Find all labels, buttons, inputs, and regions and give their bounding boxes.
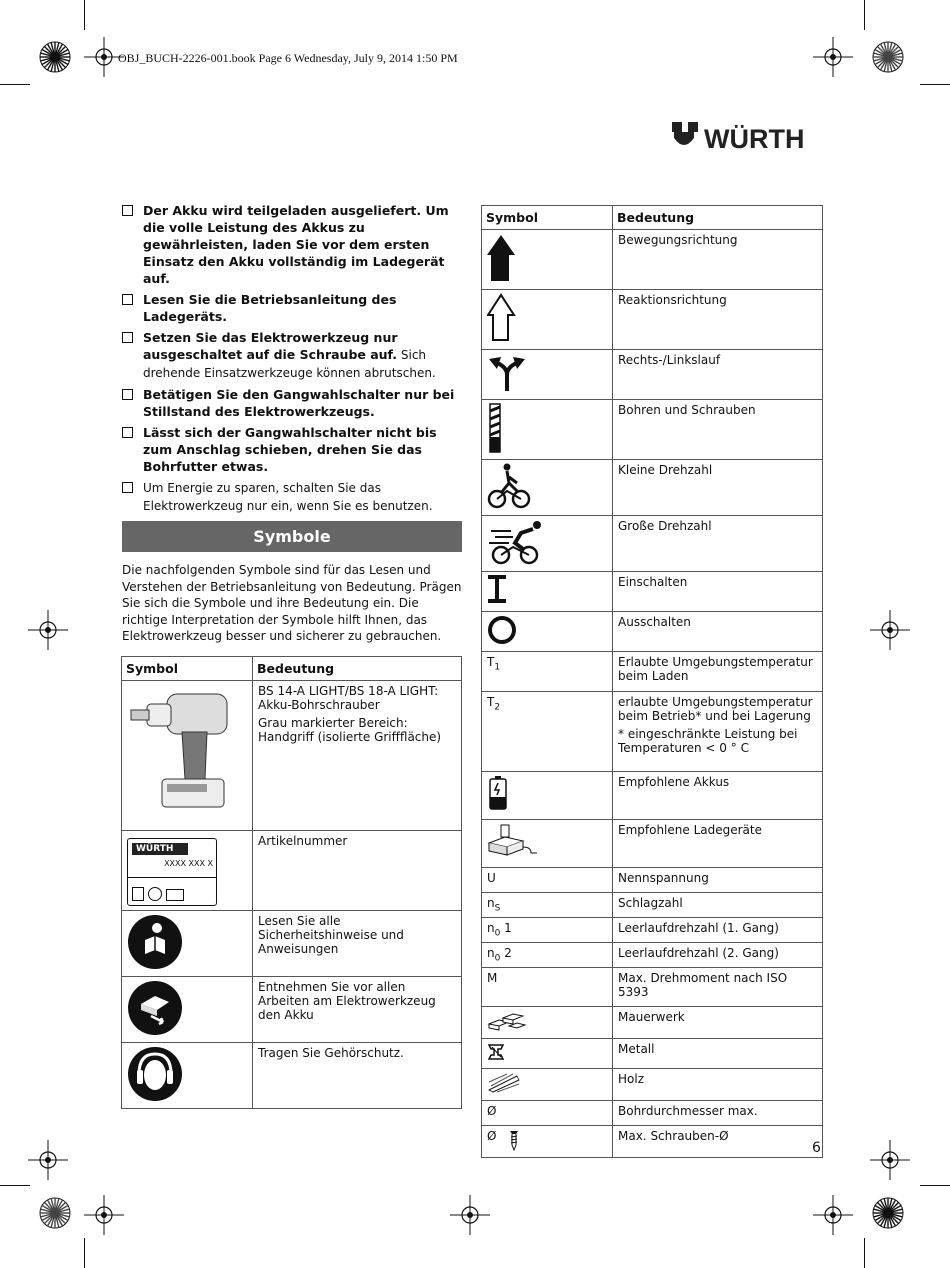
column-header: Bedeutung [253, 657, 462, 681]
symbol-cell [122, 1043, 253, 1109]
table-row [122, 977, 462, 1043]
meaning-text: Mauerwerk [618, 1010, 685, 1024]
table-row [122, 681, 462, 831]
meaning-cell [253, 831, 462, 911]
label-plate-icon [127, 838, 217, 906]
meaning-cell [613, 893, 823, 918]
crop-line [920, 84, 950, 85]
checkbox-square-icon [122, 427, 133, 438]
table-row [122, 1043, 462, 1109]
meaning-cell [613, 460, 823, 516]
symbol-text: T [487, 655, 495, 669]
table-row [482, 516, 823, 572]
meaning-text: Max. Schrauben-Ø [618, 1129, 729, 1143]
bullet-item [122, 479, 462, 515]
checkbox-square-icon [122, 389, 133, 400]
meaning-text: Ausschalten [618, 615, 691, 629]
meaning-text: Bewegungsrichtung [618, 233, 738, 247]
registration-star-icon [38, 1196, 72, 1230]
table-row [482, 400, 823, 460]
symbol-cell [482, 350, 613, 400]
table-row [482, 1069, 823, 1101]
symbol-text: U [487, 871, 496, 885]
wood-icon [487, 1072, 521, 1097]
table-row [482, 772, 823, 820]
bullet-list [122, 202, 462, 519]
symbol-cell [482, 1126, 613, 1158]
table-row [482, 1007, 823, 1039]
column-header: Symbol [122, 657, 253, 681]
ear-protection-icon [127, 1046, 183, 1102]
symbol-table-right [481, 205, 823, 1158]
bullet-item [122, 424, 462, 475]
meaning-cell [613, 230, 823, 290]
meaning-text: Tragen Sie Gehörschutz. [258, 1046, 404, 1060]
symbol-cell [482, 572, 613, 612]
slow-bike-icon [487, 463, 531, 512]
table-row [482, 918, 823, 943]
crosshair-mark-icon [450, 1195, 490, 1235]
symbol-cell [482, 820, 613, 868]
table-row [482, 943, 823, 968]
arrow-filled-icon [487, 233, 517, 286]
symbol-cell [482, 1069, 613, 1101]
meaning-text: * eingeschränkte Leistung bei Temperaturen < 0 ° C [618, 727, 798, 755]
symbol-cell [482, 652, 613, 692]
symbol-suffix: 2 [500, 946, 512, 960]
symbol-text: M [487, 971, 498, 985]
meaning-text: Holz [618, 1072, 644, 1086]
meaning-cell [613, 868, 823, 893]
fast-bike-icon [487, 519, 543, 568]
symbol-cell [482, 868, 613, 893]
checkbox-square-icon [122, 294, 133, 305]
crosshair-mark-icon [28, 610, 68, 650]
bullet-item [122, 329, 462, 382]
bullet-bold-text: Lesen Sie die Betriebsanleitung des Ladegeräts. [143, 292, 397, 324]
meaning-cell [613, 1101, 823, 1126]
table-row [122, 911, 462, 977]
section-title: Symbole [122, 521, 462, 552]
meaning-cell [613, 918, 823, 943]
checkbox-square-icon [122, 332, 133, 343]
symbol-cell [482, 400, 613, 460]
crop-line [0, 1185, 30, 1186]
battery-icon [487, 775, 509, 814]
registration-star-icon [871, 1196, 905, 1230]
meaning-cell [613, 820, 823, 868]
fork-arrow-icon [487, 353, 527, 396]
table-row [482, 692, 823, 772]
logo-text: WÜRTH [704, 124, 805, 154]
symbol-cell [482, 918, 613, 943]
crop-line [864, 0, 865, 30]
read-manual-icon [127, 914, 183, 970]
table-row [482, 968, 823, 1007]
symbol-cell [122, 977, 253, 1043]
table-row [482, 868, 823, 893]
symbol-subscript: 0 [494, 953, 501, 964]
symbol-cell [482, 893, 613, 918]
table-row [482, 1039, 823, 1069]
symbol-cell [482, 460, 613, 516]
symbol-table-left [121, 656, 462, 1109]
screw-icon [508, 1129, 520, 1154]
meaning-text: Reaktionsrichtung [618, 293, 727, 307]
meaning-text: Metall [618, 1042, 655, 1056]
meaning-cell [613, 1039, 823, 1069]
meaning-cell [613, 1126, 823, 1158]
meaning-text: Einschalten [618, 575, 688, 589]
meaning-text: Nennspannung [618, 871, 709, 885]
crosshair-mark-icon [84, 1195, 124, 1235]
bullet-item [122, 291, 462, 325]
meaning-cell [253, 911, 462, 977]
crosshair-mark-icon [813, 1195, 853, 1235]
label-brand: WÜRTH [132, 843, 188, 855]
registration-star-icon [871, 40, 905, 74]
arrow-outline-icon [487, 293, 517, 346]
meaning-text: Erlaubte Umgebungstemperatur beim Laden [618, 655, 813, 683]
checkbox-square-icon [122, 482, 133, 493]
symbol-suffix: 1 [500, 921, 512, 935]
column-header: Symbol [482, 206, 613, 230]
meaning-text: BS 14-A LIGHT/BS 18-A LIGHT: Akku-Bohrschrauber [258, 684, 439, 712]
meaning-text: Entnehmen Sie vor allen Arbeiten am Elektrowerkzeug den Akku [258, 980, 436, 1022]
meaning-text: Leerlaufdrehzahl (2. Gang) [618, 946, 779, 960]
symbol-cell [482, 1101, 613, 1126]
meaning-text: Rechts-/Linkslauf [618, 353, 721, 367]
meaning-cell [613, 612, 823, 652]
meaning-cell [613, 692, 823, 772]
symbol-cell [122, 681, 253, 831]
table-row [482, 350, 823, 400]
table-row [482, 290, 823, 350]
meaning-text: Grau markierter Bereich: Handgriff (isolierte Grifffläche) [258, 716, 442, 744]
symbol-cell [482, 612, 613, 652]
crop-line [0, 84, 30, 85]
bullet-item [122, 202, 462, 287]
charger-icon [487, 823, 539, 862]
symbol-cell [482, 1039, 613, 1069]
table-row [482, 612, 823, 652]
symbol-text: n [487, 921, 495, 935]
bullet-text: Sich drehende Einsatzwerkzeuge können abrutschen. [143, 348, 436, 380]
crosshair-mark-icon [870, 1140, 910, 1180]
column-header: Bedeutung [613, 206, 823, 230]
meaning-cell [613, 516, 823, 572]
meaning-cell [253, 1043, 462, 1109]
label-number: XXXX XXX X [164, 859, 213, 868]
table-row [482, 572, 823, 612]
bullet-bold-text: Setzen Sie das Elektrowerkzeug nur ausgeschaltet auf die Schraube auf. [143, 330, 398, 362]
symbol-subscript: 2 [494, 702, 501, 713]
meaning-text: Bohren und Schrauben [618, 403, 756, 417]
table-row [482, 460, 823, 516]
bullet-bold-text: Lässt sich der Gangwahlschalter nicht bis zum Anschlag schieben, drehen Sie das Bohrfutter etwas. [143, 425, 437, 474]
symbol-text: Ø [487, 1104, 497, 1118]
bullet-text: Um Energie zu sparen, schalten Sie das Elektrowerkzeug nur ein, wenn Sie es benutzen. [143, 481, 433, 513]
symbol-cell [482, 230, 613, 290]
meaning-cell [613, 943, 823, 968]
symbol-text: n [487, 896, 495, 910]
symbol-cell [482, 968, 613, 1007]
table-row [122, 831, 462, 911]
print-header: OBJ_BUCH-2226-001.book Page 6 Wednesday, July 9, 2014 1:50 PM [118, 51, 458, 65]
symbol-cell [482, 692, 613, 772]
meaning-text: Lesen Sie alle Sicherheitshinweise und Anweisungen [258, 914, 404, 956]
meaning-text: Kleine Drehzahl [618, 463, 713, 477]
symbol-cell [482, 943, 613, 968]
meaning-cell [613, 400, 823, 460]
meaning-cell [613, 572, 823, 612]
metal-icon [487, 1042, 507, 1065]
symbol-subscript: 0 [494, 928, 501, 939]
crop-line [920, 1185, 950, 1186]
power-on-icon [487, 575, 507, 606]
remove-battery-icon [127, 980, 183, 1036]
checkbox-square-icon [122, 205, 133, 216]
table-row [482, 820, 823, 868]
symbol-text: T [487, 695, 495, 709]
table-row [482, 230, 823, 290]
meaning-cell [613, 652, 823, 692]
meaning-text: Schlagzahl [618, 896, 683, 910]
symbol-cell [482, 290, 613, 350]
wurth-logo [670, 120, 826, 156]
bullet-item [122, 386, 462, 420]
meaning-text: erlaubte Umgebungstemperatur beim Betrieb* und bei Lagerung [618, 695, 813, 723]
meaning-cell [613, 290, 823, 350]
page-number: 6 [812, 1140, 821, 1156]
drill-bit-icon [487, 403, 503, 456]
crosshair-mark-icon [813, 37, 853, 77]
symbol-cell [482, 772, 613, 820]
drill-icon [127, 684, 237, 824]
power-off-icon [487, 615, 517, 648]
meaning-cell [253, 977, 462, 1043]
intro-paragraph: Die nachfolgenden Symbole sind für das Lesen und Verstehen der Betriebsanleitung von Bedeutung. Prägen Sie sich die Symbole und ihre Bedeutung ein. Die richtige Interpretation der Symbole hilft Ihnen, das Elektrowerkzeug besser und sicherer zu gebrauchen. [122, 563, 462, 643]
bullet-bold-text: Der Akku wird teilgeladen ausgeliefert. Um die volle Leistung des Akkus zu gewährleisten, laden Sie vor dem ersten Einsatz den Akku vollständig im Ladegerät auf. [143, 203, 449, 286]
meaning-text: Große Drehzahl [618, 519, 712, 533]
crop-line [84, 0, 85, 30]
crop-line [864, 1238, 865, 1268]
meaning-cell [613, 350, 823, 400]
meaning-cell [613, 1007, 823, 1039]
table-row [482, 893, 823, 918]
symbol-cell [122, 911, 253, 977]
symbol-cell [482, 516, 613, 572]
symbol-subscript: S [494, 903, 501, 914]
masonry-icon [487, 1010, 527, 1035]
symbol-cell [122, 831, 253, 911]
table-row [482, 652, 823, 692]
symbol-subscript: 1 [494, 662, 501, 673]
meaning-cell [253, 681, 462, 831]
meaning-cell [613, 772, 823, 820]
meaning-text: Artikelnummer [258, 834, 348, 848]
crosshair-mark-icon [28, 1140, 68, 1180]
meaning-text: Empfohlene Akkus [618, 775, 730, 789]
symbol-cell [482, 1007, 613, 1039]
meaning-text: Bohrdurchmesser max. [618, 1104, 758, 1118]
meaning-cell [613, 1069, 823, 1101]
bullet-bold-text: Betätigen Sie den Gangwahlschalter nur bei Stillstand des Elektrowerkzeugs. [143, 387, 455, 419]
meaning-text: Leerlaufdrehzahl (1. Gang) [618, 921, 779, 935]
crosshair-mark-icon [84, 37, 124, 77]
meaning-text: Empfohlene Ladegeräte [618, 823, 762, 837]
crosshair-mark-icon [870, 610, 910, 650]
symbol-text: Ø [487, 1129, 497, 1143]
symbol-text: n [487, 946, 495, 960]
registration-star-icon [38, 40, 72, 74]
meaning-text: Max. Drehmoment nach ISO 5393 [618, 971, 788, 999]
table-row [482, 1101, 823, 1126]
meaning-cell [613, 968, 823, 1007]
crop-line [84, 1238, 85, 1268]
table-row [482, 1126, 823, 1158]
